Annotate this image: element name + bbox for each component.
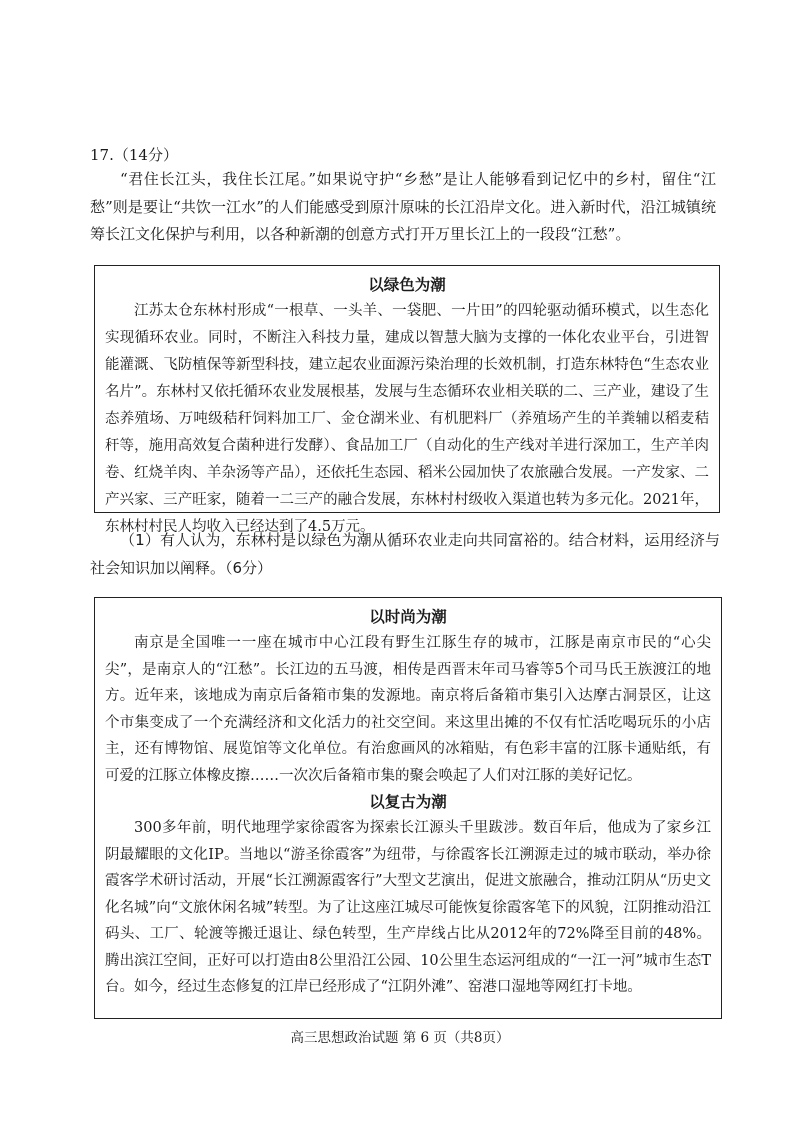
section-body-retro: 300多年前，明代地理学家徐霞客为探索长江源头千里跋涉。数百年后，他成为了家乡江阴最耀眼的文化IP。当地以“游圣徐霞客”为纽带，与徐霞客长江溯源走过的城市联动，举办徐霞客学术研讨活动，开展“长江溯源霞客行”大型文艺演出，促进文旅融合，推动江阴从“历史文化名城”向“文旅休闲名城”转型。为了让这座江城尽可能恢复徐霞客笔下的风貌，江阴推动沿江码头、工厂、轮渡等搬迁退让、绿色转型，生产岸线占比从2012年的72%降至目前的48%。腾出滨江空间，正好可以打造由8公里沿江公园、10公里生态运河组成的“一江一河”城市生态T台。如今，经过生态修复的江岸已经形成了“江阴外滩”、窑港口湿地等网红打卡地。 [105, 820, 711, 995]
section-title-fashion: 以时尚为潮 [369, 608, 447, 626]
sub-question-1: （1）有人认为，东林村是以绿色为潮从循环农业走向共同富裕的。结合材料，运用经济与社会知识加以阐释。（6分） [90, 531, 720, 577]
question-number: 17.（14分） [90, 146, 178, 164]
section-body-green: 江苏太仓东林村形成“一根草、一头羊、一袋肥、一片田”的四轮驱动循环模式，以生态化实现循环农业。同时，不断注入科技力量，建成以智慧大脑为支撑的一体化农业平台，引进智能灌溉、飞防植保等新型科技，建立起农业面源污染治理的长效机制，打造东林特色“生态农业名片”。东林村又依托循环农业发展根基，发展与生态循环农业相关联的二、三产业，建设了生态养殖场、万吨级秸秆饲料加工厂、金仓湖米业、有机肥料厂（养殖场产生的羊粪辅以稻麦秸秆等，施用高效复合菌种进行发酵）、食品加工厂（自动化的生产线对羊进行深加工，生产羊肉卷、红烧羊肉、羊杂汤等产品），还依托生态园、稻米公园加快了农旅融合发展。一产发家、二产兴家、三产旺家，随着一二三产的融合发展，东林村村级收入渠道也转为多元化。2021年，东林村村民人均收入已经达到了4.5万元。 [105, 303, 709, 535]
material-box-green [94, 265, 720, 535]
material-box-fashion-retro [94, 597, 722, 1019]
section-body-fashion: 南京是全国唯一一座在城市中心江段有野生江豚生存的城市，江豚是南京市民的“心尖尖”，是南京人的“江愁”。长江边的五马渡，相传是西晋末年司马睿等5个司马氏王族渡江的地方。近年来，该地成为南京后备箱市集的发源地。南京将后备箱市集引入达摩古洞景区，让这个市集变成了一个充满经济和文化活力的社交空间。来这里出摊的不仅有忙活吃喝玩乐的小店主，还有博物馆、展览馆等文化单位。有治愈画风的冰箱贴，有色彩丰富的江豚卡通贴纸，有可爱的江豚立体橡皮擦……一次次后备箱市集的聚会唤起了人们对江豚的美好记忆。 [105, 635, 711, 784]
section-title-retro: 以复古为潮 [369, 793, 447, 811]
intro-paragraph: “君住长江头，我住长江尾。”如果说守护“乡愁”是让人能够看到记忆中的乡村，留住“江愁”则是要让“共饮一江水”的人们能感受到原汁原味的长江沿岸文化。进入新时代，沿江城镇统筹长江文化保护与利用，以各种新潮的创意方式打开万里长江上的一段段“江愁”。 [90, 170, 716, 243]
section-title-green: 以绿色为潮 [368, 276, 446, 294]
page-footer: 高三思想政治试题 第 6 页（共8页） [290, 1030, 510, 1046]
